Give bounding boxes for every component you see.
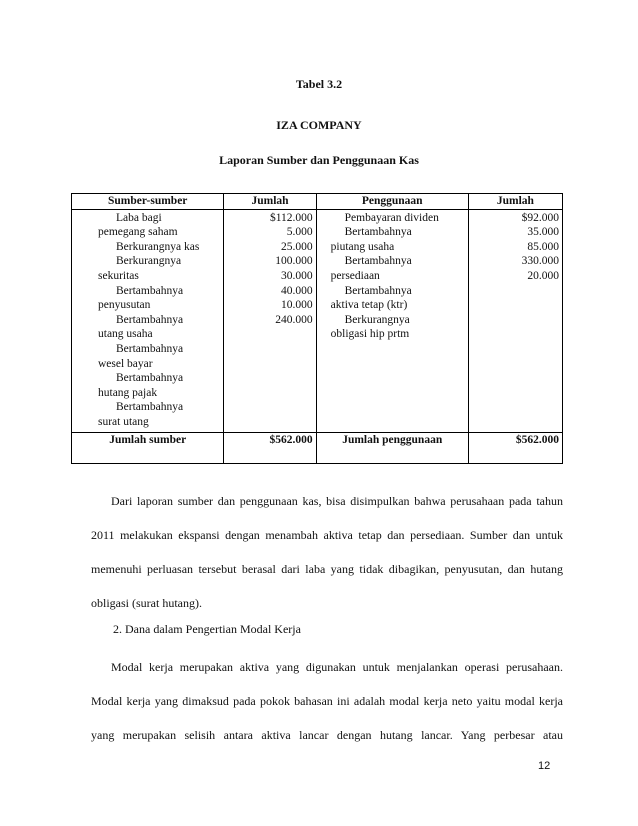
source-amount: 5.000 [286, 226, 313, 239]
table-header-row [72, 194, 563, 210]
paragraph-line: memenuhi perluasan tersebut berasal dari laba yang tidak dibagikan, penyusutan, dan hutang [91, 562, 563, 576]
source-item: Bertambahnya [116, 401, 184, 414]
sources-cell [72, 209, 224, 432]
source-item: utang usaha [98, 328, 153, 341]
header-amount-sources: Jumlah [224, 194, 316, 210]
paragraph-line: obligasi (surat hutang). [91, 596, 202, 610]
source-amount: 40.000 [281, 284, 313, 297]
use-amount: 85.000 [527, 240, 559, 253]
use-item: Bertambahnya [344, 255, 412, 268]
use-item: Pembayaran dividen [344, 211, 439, 224]
use-item: obligasi hip prtm [330, 328, 410, 341]
use-item: Bertambahnya [344, 284, 412, 297]
uses-cell [316, 209, 468, 432]
paragraph-conclusion [91, 484, 563, 620]
source-item: Berkurangnya [116, 255, 182, 268]
source-item: Bertambahnya [116, 284, 184, 297]
total-sources-label: Jumlah sumber [72, 432, 224, 463]
header-amount-uses: Jumlah [468, 194, 562, 210]
use-item: persediaan [330, 269, 380, 282]
total-uses-value: $562.000 [468, 432, 562, 463]
use-item: aktiva tetap (ktr) [330, 299, 408, 312]
total-sources-value: $562.000 [224, 432, 316, 463]
source-item: sekuritas [98, 269, 139, 282]
source-amount: 10.000 [281, 299, 313, 312]
source-item: wesel bayar [98, 357, 153, 370]
source-item: Bertambahnya [116, 342, 184, 355]
total-uses-label: Jumlah penggunaan [316, 432, 468, 463]
source-amount: 25.000 [281, 240, 313, 253]
source-item: Berkurangnya kas [116, 240, 200, 253]
paragraph-working-capital [91, 650, 563, 752]
paragraph-line: Modal kerja yang dimaksud pada pokok bahasan ini adalah modal kerja neto yaitu modal kerja [91, 694, 563, 708]
use-amount: 20.000 [527, 269, 559, 282]
header-sources: Sumber-sumber [72, 194, 224, 210]
use-amount: 330.000 [521, 255, 559, 268]
use-item: Berkurangnya [344, 313, 410, 326]
use-item: piutang usaha [330, 240, 395, 253]
paragraph-line: yang merupakan selisih antara aktiva lancar dengan hutang lancar. Yang perbesar atau [91, 728, 563, 742]
source-item: Bertambahnya [116, 372, 184, 385]
table-caption: Tabel 3.2 [295, 77, 343, 91]
sources-uses-table [71, 193, 563, 464]
header-uses: Penggunaan [316, 194, 468, 210]
paragraph-line: Modal kerja merupakan aktiva yang digunakan untuk menjalankan operasi perusahaan. [111, 660, 563, 674]
page-number: 12 [538, 760, 551, 772]
source-item: penyusutan [98, 299, 151, 312]
paragraph-line: Dari laporan sumber dan penggunaan kas, bisa disimpulkan bahwa perusahaan pada tahun [111, 494, 563, 508]
source-item: Bertambahnya [116, 313, 184, 326]
source-amount: 100.000 [275, 255, 313, 268]
use-amount: 35.000 [527, 226, 559, 239]
source-amount: 240.000 [275, 313, 313, 326]
paragraph-line: 2011 melakukan ekspansi dengan menambah aktiva tetap dan persediaan. Sumber dan untuk [91, 528, 563, 542]
source-amounts-cell [224, 209, 316, 432]
section-heading: 2. Dana dalam Pengertian Modal Kerja [113, 622, 301, 636]
source-amount: $112.000 [269, 211, 313, 224]
source-item: surat utang [98, 415, 149, 428]
source-item: hutang pajak [98, 386, 158, 399]
company-name: IZA COMPANY [276, 118, 362, 132]
use-amount: $92.000 [521, 211, 559, 224]
use-amounts-cell [468, 209, 562, 432]
source-item: Laba bagi [116, 211, 162, 224]
table-total-row [72, 432, 563, 463]
source-item: pemegang saham [98, 226, 178, 239]
table-body-row [72, 209, 563, 432]
report-title: Laporan Sumber dan Penggunaan Kas [219, 153, 419, 167]
use-item: Bertambahnya [344, 226, 412, 239]
source-amount: 30.000 [281, 269, 313, 282]
